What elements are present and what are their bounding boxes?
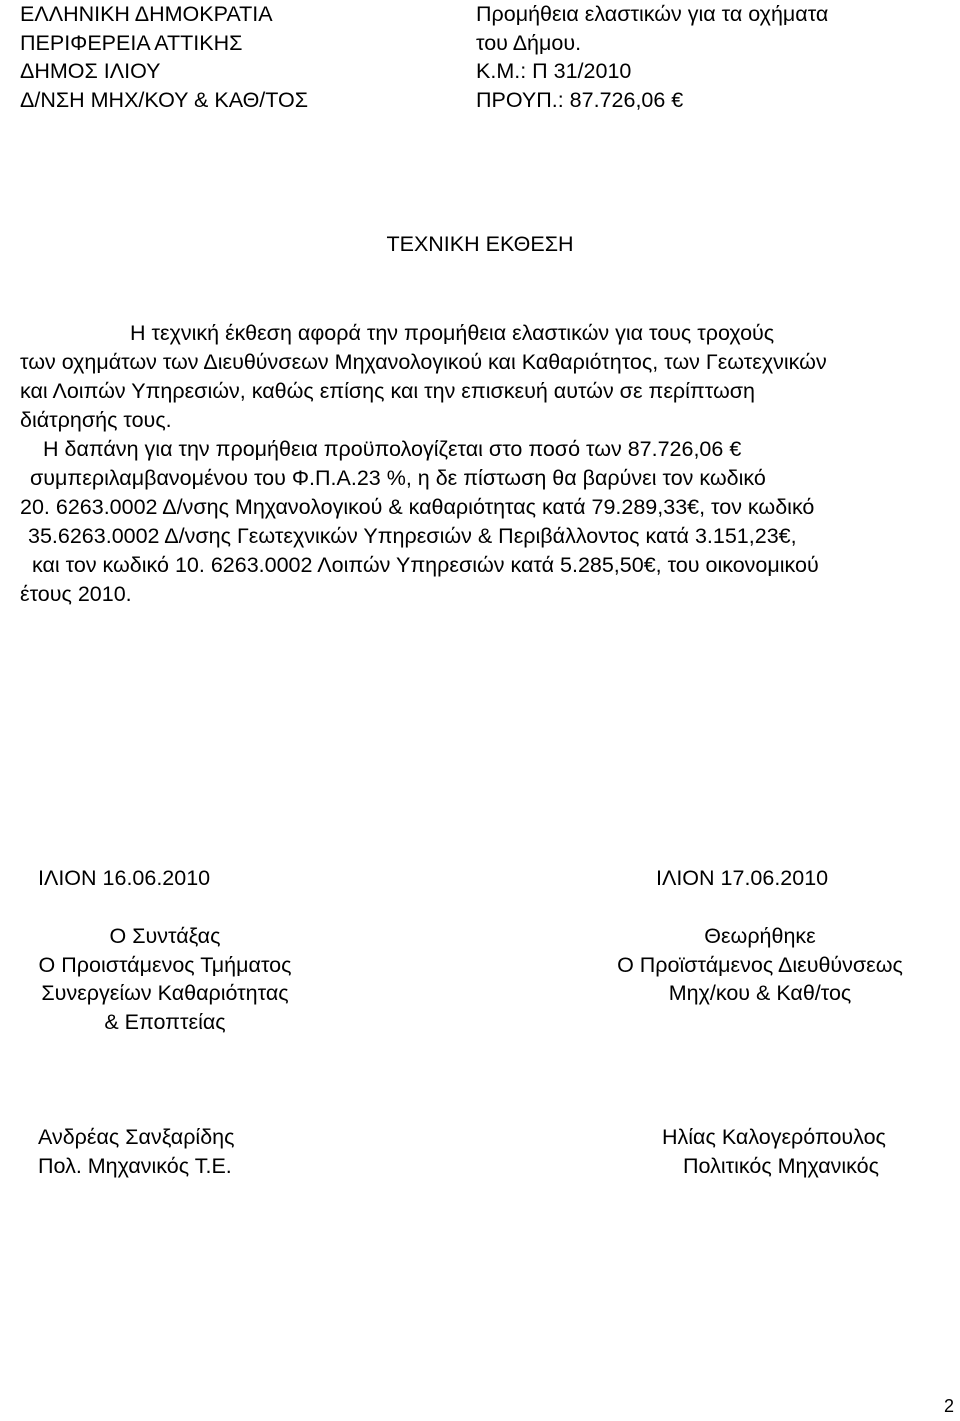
left-signatory-title: Πολ. Μηχανικός Τ.Ε. <box>38 1154 232 1178</box>
left-role-line: Ο Προιστάμενος Τμήματος <box>38 952 292 977</box>
right-signatory-name: Ηλίας Καλογερόπουλος <box>662 1125 886 1149</box>
left-role-line: Ο Συντάξας <box>109 924 221 948</box>
body-line: Η δαπάνη για την προμήθεια προϋπολογίζεται στο ποσό των 87.726,06 € <box>43 437 742 461</box>
left-role-line: & Εποπτείας <box>104 1009 226 1034</box>
right-signature-roles <box>590 922 930 1008</box>
header-right-line: του Δήμου. <box>476 30 582 55</box>
left-signature-roles <box>0 922 330 1036</box>
body-line: συμπεριλαμβανομένου του Φ.Π.Α.23 %, η δε πίστωση θα βαρύνει τον κωδικό <box>30 466 766 490</box>
right-role-line: Μηχ/κου & Καθ/τος <box>668 981 852 1005</box>
header-left-line: Δ/ΝΣΗ ΜΗΧ/ΚΟΥ & ΚΑΘ/ΤΟΣ <box>20 87 309 112</box>
body-line: των οχημάτων των Διευθύνσεων Μηχανολογικού και Καθαριότητος, των Γεωτεχνικών <box>20 350 827 374</box>
right-role-line: Ο Προϊστάμενος Διευθύνσεως <box>617 952 903 977</box>
right-signature-date: ΙΛΙΟΝ 17.06.2010 <box>656 866 829 890</box>
header-right-line: ΠΡΟΥΠ.: 87.726,06 € <box>476 87 684 112</box>
page-number: 2 <box>944 1396 955 1416</box>
right-role-line: Θεωρήθηκε <box>704 924 816 948</box>
header-right-line: Κ.Μ.: Π 31/2010 <box>476 59 632 83</box>
header-left-line: ΕΛΛΗΝΙΚΗ ΔΗΜΟΚΡΑΤΙΑ <box>20 2 273 26</box>
body-line: διάτρησής τους. <box>20 408 172 432</box>
header-right <box>476 0 828 114</box>
left-signatory-name: Ανδρέας Σανξαρίδης <box>38 1125 235 1149</box>
right-signatory-title: Πολιτικός Μηχανικός <box>683 1154 879 1178</box>
body-line: 20. 6263.0002 Δ/νσης Μηχανολογικού & καθαριότητας κατά 79.289,33€, τον κωδικό <box>20 495 815 519</box>
body-line: και τον κωδικό 10. 6263.0002 Λοιπών Υπηρεσιών κατά 5.285,50€, του οικονομικού <box>32 553 819 577</box>
header-right-line: Προμήθεια ελαστικών για τα οχήματα <box>476 2 829 26</box>
header-left-line: ΔΗΜΟΣ ΙΛΙΟΥ <box>20 59 161 83</box>
body-line: και Λοιπών Υπηρεσιών, καθώς επίσης και την επισκευή αυτών σε περίπτωση <box>20 379 755 403</box>
document-title: ΤΕΧΝΙΚΗ ΕΚΘΕΣΗ <box>386 232 574 256</box>
body-line: 35.6263.0002 Δ/νσης Γεωτεχνικών Υπηρεσιών & Περιβάλλοντος κατά 3.151,23€, <box>28 524 797 548</box>
left-role-line: Συνεργείων Καθαριότητας <box>41 981 289 1005</box>
body-line: Η τεχνική έκθεση αφορά την προμήθεια ελαστικών για τους τροχούς <box>130 321 775 345</box>
body-line: έτους 2010. <box>20 582 132 606</box>
left-signature-date: ΙΛΙΟΝ 16.06.2010 <box>38 866 211 890</box>
header-left-line: ΠΕΡΙΦΕΡΕΙΑ ΑΤΤΙΚΗΣ <box>20 30 243 55</box>
header-left <box>20 0 308 114</box>
